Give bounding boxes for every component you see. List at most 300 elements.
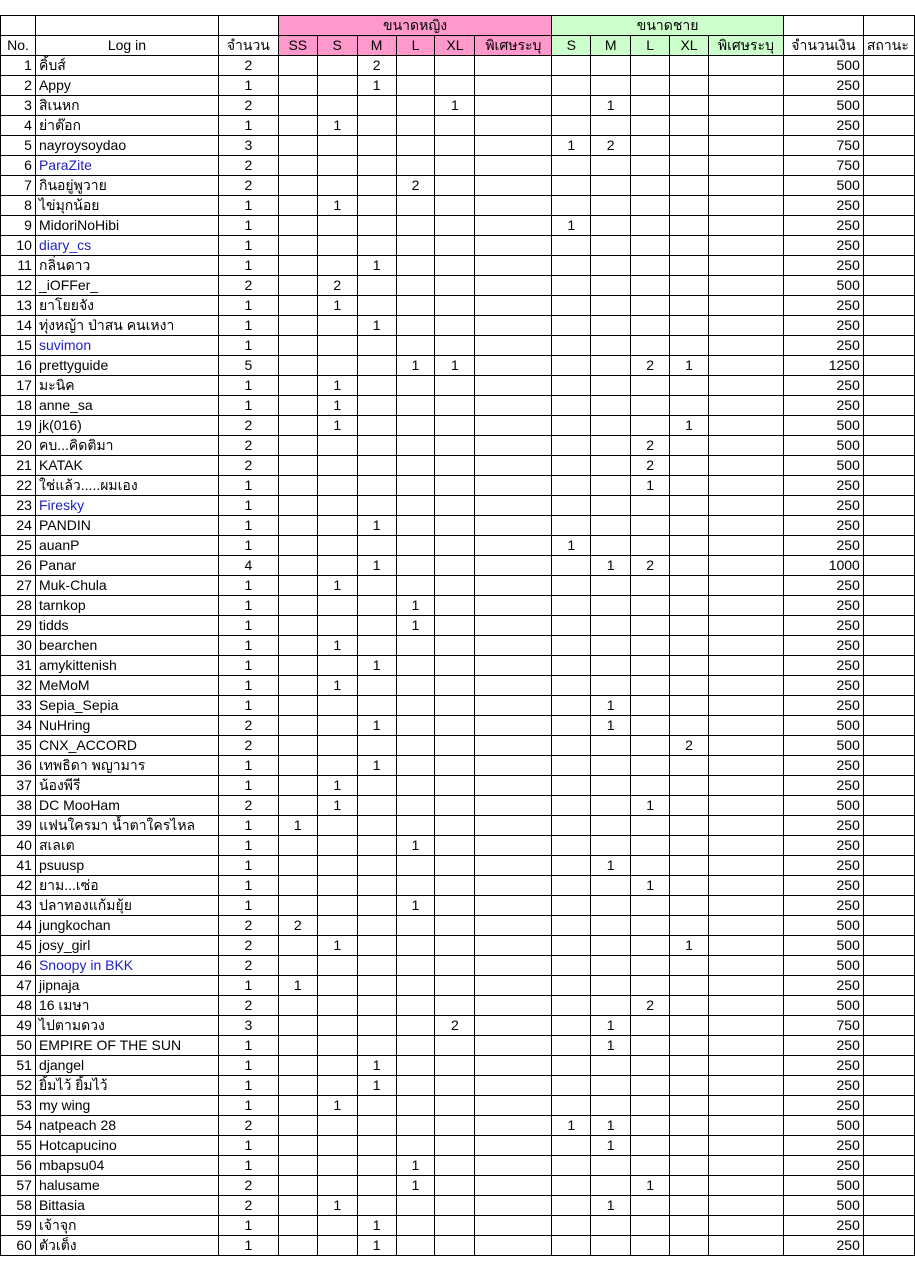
row-women-ss[interactable] [278,856,317,876]
row-women-ss[interactable] [278,1196,317,1216]
row-login[interactable]: ไข่มุกน้อย [35,196,218,216]
row-men-s[interactable] [552,256,591,276]
row-women-s[interactable] [317,1116,357,1136]
row-men-xl[interactable] [670,1176,709,1196]
row-women-m[interactable] [357,896,396,916]
row-men-s[interactable] [552,1036,591,1056]
row-women-l[interactable] [396,1056,435,1076]
row-men-special[interactable] [708,916,783,936]
row-women-s[interactable]: 1 [317,196,357,216]
row-women-special[interactable] [475,736,552,756]
row-amount[interactable]: 250 [783,896,863,916]
row-women-m[interactable] [357,1036,396,1056]
row-men-special[interactable] [708,956,783,976]
row-amount[interactable]: 250 [783,656,863,676]
row-women-ss[interactable] [278,436,317,456]
row-women-s[interactable] [317,316,357,336]
row-status[interactable] [863,416,914,436]
row-women-m[interactable] [357,636,396,656]
row-men-l[interactable] [631,1136,670,1156]
row-women-ss[interactable] [278,636,317,656]
row-women-ss[interactable] [278,316,317,336]
row-women-m[interactable] [357,856,396,876]
row-women-s[interactable]: 1 [317,296,357,316]
row-women-s[interactable] [317,696,357,716]
header-women-special[interactable]: พิเศษระบุ [475,36,552,56]
row-men-xl[interactable] [670,496,709,516]
row-women-special[interactable] [475,1056,552,1076]
row-women-special[interactable] [475,336,552,356]
row-women-ss[interactable] [278,1236,317,1256]
row-login[interactable]: Panar [35,556,218,576]
row-no[interactable]: 35 [1,736,36,756]
header-men-s[interactable]: S [552,36,591,56]
row-men-special[interactable] [708,416,783,436]
row-women-special[interactable] [475,476,552,496]
row-women-xl[interactable]: 1 [435,96,475,116]
row-amount[interactable]: 250 [783,76,863,96]
row-status[interactable] [863,1076,914,1096]
row-men-m[interactable] [591,1216,631,1236]
row-qty[interactable]: 1 [218,1056,278,1076]
row-status[interactable] [863,636,914,656]
row-women-l[interactable] [396,196,435,216]
row-women-l[interactable] [396,636,435,656]
row-status[interactable] [863,396,914,416]
row-men-l[interactable] [631,1056,670,1076]
row-qty[interactable]: 1 [218,536,278,556]
row-no[interactable]: 18 [1,396,36,416]
row-login[interactable]: กินอยู่พูวาย [35,176,218,196]
row-no[interactable]: 43 [1,896,36,916]
row-women-ss[interactable] [278,536,317,556]
row-login[interactable]: CNX_ACCORD [35,736,218,756]
row-men-m[interactable]: 1 [591,696,631,716]
row-women-xl[interactable] [435,976,475,996]
row-women-special[interactable] [475,236,552,256]
row-status[interactable] [863,1176,914,1196]
row-women-m[interactable] [357,596,396,616]
row-login[interactable]: แฟนใครมา น้ำตาใครไหล [35,816,218,836]
row-women-m[interactable] [357,476,396,496]
row-men-special[interactable] [708,116,783,136]
row-men-xl[interactable] [670,596,709,616]
row-men-m[interactable] [591,576,631,596]
row-men-s[interactable] [552,396,591,416]
row-men-special[interactable] [708,356,783,376]
row-men-special[interactable] [708,676,783,696]
row-women-ss[interactable] [278,596,317,616]
row-men-m[interactable] [591,356,631,376]
row-women-m[interactable] [357,1196,396,1216]
row-login[interactable]: my wing [35,1096,218,1116]
row-men-l[interactable] [631,736,670,756]
row-women-s[interactable] [317,1016,357,1036]
row-men-special[interactable] [708,576,783,596]
row-women-s[interactable] [317,896,357,916]
row-amount[interactable]: 250 [783,836,863,856]
row-qty[interactable]: 2 [218,156,278,176]
row-women-ss[interactable] [278,576,317,596]
row-men-special[interactable] [708,696,783,716]
row-status[interactable] [863,136,914,156]
row-women-xl[interactable] [435,336,475,356]
row-qty[interactable]: 1 [218,976,278,996]
row-women-l[interactable] [396,536,435,556]
row-women-special[interactable] [475,1076,552,1096]
row-women-xl[interactable] [435,876,475,896]
row-qty[interactable]: 1 [218,776,278,796]
row-men-m[interactable] [591,376,631,396]
row-women-s[interactable]: 1 [317,1196,357,1216]
row-women-m[interactable] [357,836,396,856]
row-men-xl[interactable] [670,396,709,416]
row-men-s[interactable] [552,316,591,336]
row-status[interactable] [863,776,914,796]
row-women-ss[interactable] [278,696,317,716]
row-men-m[interactable] [591,156,631,176]
row-women-s[interactable]: 1 [317,676,357,696]
row-login[interactable]: bearchen [35,636,218,656]
row-amount[interactable]: 250 [783,256,863,276]
row-men-l[interactable] [631,376,670,396]
row-women-s[interactable] [317,136,357,156]
row-login[interactable]: auanP [35,536,218,556]
row-no[interactable]: 5 [1,136,36,156]
row-women-ss[interactable] [278,876,317,896]
row-men-xl[interactable] [670,376,709,396]
row-men-s[interactable] [552,376,591,396]
header-men-special[interactable]: พิเศษระบุ [708,36,783,56]
row-women-special[interactable] [475,1216,552,1236]
row-qty[interactable]: 2 [218,416,278,436]
row-login[interactable]: MeMoM [35,676,218,696]
row-status[interactable] [863,1036,914,1056]
row-women-ss[interactable] [278,256,317,276]
row-men-xl[interactable]: 1 [670,936,709,956]
row-qty[interactable]: 2 [218,936,278,956]
row-women-l[interactable] [396,1116,435,1136]
row-men-xl[interactable] [670,76,709,96]
row-men-m[interactable] [591,216,631,236]
row-login[interactable]: ยาโยยจัง [35,296,218,316]
row-men-s[interactable] [552,976,591,996]
row-women-special[interactable] [475,576,552,596]
row-women-xl[interactable] [435,296,475,316]
row-women-xl[interactable] [435,656,475,676]
row-no[interactable]: 54 [1,1116,36,1136]
row-women-l[interactable] [396,1016,435,1036]
row-women-ss[interactable] [278,336,317,356]
row-men-special[interactable] [708,316,783,336]
row-status[interactable] [863,1156,914,1176]
row-women-l[interactable]: 1 [396,596,435,616]
row-men-l[interactable] [631,956,670,976]
row-men-m[interactable] [591,896,631,916]
row-men-special[interactable] [708,256,783,276]
row-amount[interactable]: 500 [783,916,863,936]
row-women-m[interactable] [357,976,396,996]
row-amount[interactable]: 500 [783,176,863,196]
row-women-m[interactable]: 1 [357,316,396,336]
row-men-l[interactable] [631,576,670,596]
row-status[interactable] [863,496,914,516]
row-women-l[interactable] [396,316,435,336]
row-men-xl[interactable] [670,1116,709,1136]
row-women-ss[interactable] [278,96,317,116]
row-women-special[interactable] [475,936,552,956]
row-men-l[interactable] [631,256,670,276]
row-men-s[interactable] [552,716,591,736]
row-no[interactable]: 32 [1,676,36,696]
row-women-s[interactable] [317,716,357,736]
row-women-special[interactable] [475,976,552,996]
row-men-special[interactable] [708,656,783,676]
row-women-special[interactable] [475,1156,552,1176]
row-women-m[interactable] [357,336,396,356]
row-amount[interactable]: 500 [783,276,863,296]
row-women-ss[interactable] [278,1056,317,1076]
row-men-xl[interactable] [670,1036,709,1056]
row-women-m[interactable] [357,736,396,756]
row-women-s[interactable]: 1 [317,796,357,816]
row-no[interactable]: 13 [1,296,36,316]
group-blank-qty[interactable] [218,16,278,36]
row-women-l[interactable] [396,56,435,76]
row-women-s[interactable] [317,76,357,96]
row-women-xl[interactable] [435,256,475,276]
row-women-xl[interactable]: 1 [435,356,475,376]
row-amount[interactable]: 250 [783,876,863,896]
row-women-ss[interactable] [278,56,317,76]
row-no[interactable]: 22 [1,476,36,496]
row-women-ss[interactable] [278,776,317,796]
row-qty[interactable]: 1 [218,756,278,776]
row-men-xl[interactable] [670,676,709,696]
row-women-special[interactable] [475,1136,552,1156]
row-women-special[interactable] [475,796,552,816]
row-men-l[interactable] [631,616,670,636]
row-men-special[interactable] [708,636,783,656]
row-women-m[interactable]: 1 [357,656,396,676]
row-men-special[interactable] [708,796,783,816]
row-women-l[interactable] [396,296,435,316]
row-qty[interactable]: 1 [218,1236,278,1256]
row-status[interactable] [863,756,914,776]
row-status[interactable] [863,816,914,836]
row-status[interactable] [863,976,914,996]
row-amount[interactable]: 1250 [783,356,863,376]
row-men-l[interactable] [631,1036,670,1056]
row-women-s[interactable] [317,476,357,496]
row-men-s[interactable] [552,496,591,516]
row-men-m[interactable] [591,196,631,216]
row-men-xl[interactable] [670,616,709,636]
row-qty[interactable]: 2 [218,736,278,756]
row-men-s[interactable] [552,56,591,76]
row-women-l[interactable]: 1 [396,836,435,856]
row-women-special[interactable] [475,376,552,396]
row-men-special[interactable] [708,336,783,356]
row-women-ss[interactable] [278,356,317,376]
row-women-special[interactable] [475,656,552,676]
header-men-m[interactable]: M [591,36,631,56]
row-men-l[interactable]: 2 [631,436,670,456]
row-qty[interactable]: 2 [218,1196,278,1216]
row-men-special[interactable] [708,516,783,536]
row-amount[interactable]: 250 [783,216,863,236]
row-men-special[interactable] [708,456,783,476]
row-men-xl[interactable]: 1 [670,416,709,436]
row-no[interactable]: 59 [1,1216,36,1236]
row-women-special[interactable] [475,516,552,536]
row-men-special[interactable] [708,1196,783,1216]
row-status[interactable] [863,1196,914,1216]
row-women-ss[interactable] [278,456,317,476]
row-men-l[interactable] [631,176,670,196]
row-qty[interactable]: 1 [218,476,278,496]
row-qty[interactable]: 2 [218,996,278,1016]
row-women-special[interactable] [475,676,552,696]
row-qty[interactable]: 1 [218,216,278,236]
row-amount[interactable]: 250 [783,336,863,356]
row-women-m[interactable] [357,1156,396,1176]
row-women-l[interactable] [396,336,435,356]
row-men-xl[interactable] [670,516,709,536]
row-men-s[interactable] [552,796,591,816]
row-women-special[interactable] [475,416,552,436]
row-status[interactable] [863,996,914,1016]
row-women-xl[interactable] [435,376,475,396]
row-status[interactable] [863,696,914,716]
row-women-s[interactable]: 1 [317,396,357,416]
row-women-s[interactable] [317,1176,357,1196]
row-men-s[interactable] [552,1076,591,1096]
row-women-special[interactable] [475,1236,552,1256]
row-women-special[interactable] [475,636,552,656]
row-men-l[interactable] [631,636,670,656]
row-men-l[interactable] [631,676,670,696]
row-women-m[interactable]: 1 [357,1056,396,1076]
group-blank-amount[interactable] [783,16,863,36]
row-no[interactable]: 12 [1,276,36,296]
row-women-ss[interactable] [278,1176,317,1196]
row-women-s[interactable] [317,236,357,256]
row-women-s[interactable] [317,516,357,536]
row-men-m[interactable] [591,836,631,856]
row-women-l[interactable]: 1 [396,896,435,916]
row-women-ss[interactable] [278,76,317,96]
row-women-xl[interactable] [435,316,475,336]
row-men-special[interactable] [708,1056,783,1076]
row-men-l[interactable] [631,1196,670,1216]
row-qty[interactable]: 1 [218,836,278,856]
row-women-s[interactable] [317,916,357,936]
row-men-l[interactable] [631,776,670,796]
row-women-m[interactable] [357,1136,396,1156]
row-women-special[interactable] [475,116,552,136]
row-women-m[interactable] [357,296,396,316]
row-men-m[interactable] [591,416,631,436]
row-men-xl[interactable] [670,1196,709,1216]
row-status[interactable] [863,576,914,596]
row-men-m[interactable] [591,916,631,936]
row-login[interactable]: EMPIRE OF THE SUN [35,1036,218,1056]
row-men-xl[interactable] [670,816,709,836]
row-status[interactable] [863,836,914,856]
row-women-xl[interactable] [435,916,475,936]
row-women-l[interactable] [396,1216,435,1236]
row-status[interactable] [863,56,914,76]
row-women-s[interactable] [317,216,357,236]
row-amount[interactable]: 250 [783,236,863,256]
row-women-m[interactable]: 1 [357,556,396,576]
row-amount[interactable]: 500 [783,716,863,736]
row-no[interactable]: 56 [1,1156,36,1176]
row-qty[interactable]: 2 [218,176,278,196]
row-women-xl[interactable] [435,896,475,916]
row-men-xl[interactable] [670,556,709,576]
row-amount[interactable]: 250 [783,396,863,416]
group-blank-no[interactable] [1,16,36,36]
row-men-l[interactable] [631,316,670,336]
row-men-special[interactable] [708,816,783,836]
row-login[interactable]: jk(016) [35,416,218,436]
row-men-special[interactable] [708,476,783,496]
row-men-xl[interactable] [670,536,709,556]
row-women-xl[interactable] [435,596,475,616]
row-women-ss[interactable]: 1 [278,976,317,996]
row-men-m[interactable] [591,476,631,496]
row-no[interactable]: 10 [1,236,36,256]
row-men-special[interactable] [708,736,783,756]
row-women-l[interactable] [396,796,435,816]
row-status[interactable] [863,716,914,736]
row-women-xl[interactable] [435,396,475,416]
row-women-xl[interactable] [435,556,475,576]
row-status[interactable] [863,596,914,616]
row-women-ss[interactable] [278,956,317,976]
row-men-s[interactable] [552,456,591,476]
row-login[interactable]: suvimon [35,336,218,356]
row-men-s[interactable] [552,696,591,716]
row-women-s[interactable] [317,1136,357,1156]
row-women-m[interactable] [357,1176,396,1196]
row-qty[interactable]: 1 [218,1036,278,1056]
row-men-xl[interactable] [670,1236,709,1256]
row-women-l[interactable]: 1 [396,356,435,376]
row-women-l[interactable] [396,856,435,876]
row-women-special[interactable] [475,1116,552,1136]
row-login[interactable]: กลิ่นดาว [35,256,218,276]
row-men-special[interactable] [708,76,783,96]
row-qty[interactable]: 2 [218,436,278,456]
row-men-special[interactable] [708,176,783,196]
row-men-xl[interactable] [670,236,709,256]
row-no[interactable]: 42 [1,876,36,896]
row-amount[interactable]: 250 [783,116,863,136]
row-women-ss[interactable] [278,996,317,1016]
row-status[interactable] [863,256,914,276]
row-women-m[interactable]: 1 [357,516,396,536]
row-qty[interactable]: 1 [218,76,278,96]
row-men-s[interactable]: 1 [552,216,591,236]
row-men-xl[interactable] [670,176,709,196]
row-women-xl[interactable] [435,56,475,76]
row-qty[interactable]: 1 [218,636,278,656]
row-women-s[interactable]: 1 [317,776,357,796]
row-qty[interactable]: 1 [218,396,278,416]
